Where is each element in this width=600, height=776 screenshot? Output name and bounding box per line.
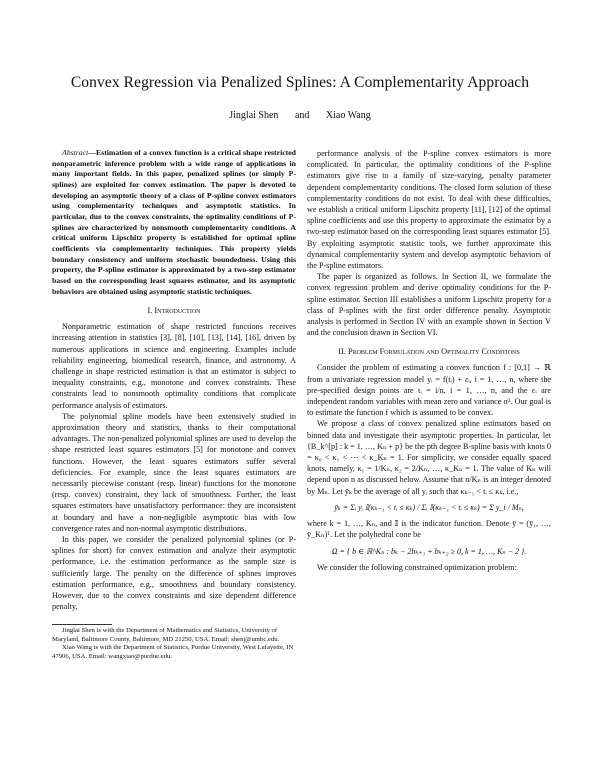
body-paragraph: The paper is organized as follows. In Section II, we formulate the convex regression problem and derive optimality conditions for the P-spline estimator. Section III establishes a uniform Lipschitz property for a class of P-splines with the first order difference penalty. Asymptotic analysis is performed in Section IV with an example shown in Section V and the conclusion drawn in Section VI. — [307, 272, 551, 338]
right-column — [307, 148, 551, 573]
intro-paragraph: The polynomial spline models have been extensively studied in approximation theory and statistics, thanks to their computational advantages. The non-penalized polynomial splines are used to develop the shape restricted least squares estimators [5] for monotone and convex functions. However, the least squares estimators suffer several deficiencies. For example, since the least squares estimators are necessarily piecewise constant (resp. linear) functions for the monotone (resp. convex) constraint, they lack of smoothness. Further, the least squares estimators have unsatisfactory performance: they are inconsistent at boundary and have a non-negligible asymptotic bias with low convergence rates and non-normal asymptotic distributions. — [52, 411, 296, 533]
intro-paragraph: In this paper, we consider the penalized polynomial splines (or P-splines for short) for convex estimation and analyze their asymptotic performance, i.e. the estimation performance as the sample size is sufficiently large. The penalty on the difference of splines improves estimation performance, e.g., smoothness and boundary consistency. However, due to the convex constraints and size dependent difference penalty, — [52, 535, 296, 612]
author-separator: and — [294, 110, 310, 121]
section-heading-problem-formulation: II. Problem Formulation and Optimality Conditions — [338, 347, 520, 357]
section-heading-introduction: I. Introduction — [147, 306, 201, 316]
body-paragraph: Consider the problem of estimating a convex function f : [0,1] → ℝ from a univariate regression model yᵢ = f(tᵢ) + εᵢ, i = 1, …, n, where the pre-specified design points are tᵢ = i/n, i = 1, …, n, and the εᵢ are independent random variables with mean zero and variance σ². Our goal is to estimate the function f which is assumed to be convex. — [307, 363, 551, 418]
author-2: Xiao Wang — [325, 110, 371, 121]
paper-title: Convex Regression via Penalized Splines: A Complementarity Approach — [70, 74, 530, 91]
left-column — [52, 148, 296, 661]
footnote-affiliation: Xiao Wang is with the Department of Statistics, Purdue University, West Lafayette, IN 47906, USA. Email: wangxiao@purdue.edu. — [52, 644, 294, 660]
abstract-text: Estimation of a convex function is a critical shape restricted nonparametric inference problem with a wide range of applications in many important fields. In this paper, penalized splines (or simply P-splines) are exploited for convex estimation. The paper is devoted to developing an asymptotic theory of a class of P-spline convex estimators using complementarity techniques and asymptotic statistics. In particular, due to the convex constraints, the optimality conditions of P-splines are characterized by nonsmooth complementarity conditions. A critical uniform Lipschitz property is established for optimal spline coefficients via complementarity techniques. This property yields boundary consistency and uniform stochastic boundedness. Using this property, the P-spline estimator is approximated by a two-step estimator based on the corresponding least squares estimator, and its asymptotic behaviors are obtained using asymptotic statistic techniques. — [52, 148, 296, 296]
footnote-divider — [52, 624, 112, 625]
author-line — [0, 110, 600, 121]
body-paragraph: performance analysis of the P-spline convex estimators is more complicated. In particular, the optimality conditions of the P-spline estimators give rise to a family of size-varying, penalty parameter dependent complementarity conditions. The closed form solution of these complementarity conditions do not exist. To deal with these difficulties, we establish a critical uniform Lipschitz property [11], [12] of the optimal spline coefficients and use this property to approximate the estimator by a two-step estimator based on the corresponding least squares estimator [5]. By exploiting asymptotic statistic tools, we further approximate this dynamical complementarity system and develop asymptotic behaviors of the P-spline estimators. — [307, 149, 551, 271]
equation-polyhedral-cone: Ω = { b ∈ ℝ^Kₙ : bₖ − 2bₖ₊₁ + bₖ₊₂ ≥ 0, k = 1, …, Kₙ − 2 }. — [331, 546, 527, 556]
abstract-lead: Abstract — [62, 148, 89, 157]
body-paragraph: where k = 1, …, Kₙ, and 𝕀 is the indicator function. Denote ȳ = (ȳ₁, …, ȳ_Kₙ)ᵀ. Let the polyhedral cone be — [307, 519, 551, 540]
equation-binned-average: ȳₖ = Σᵢ yᵢ 𝕀(κₖ₋₁ < tᵢ ≤ κₖ) / Σᵢ 𝕀(κₖ₋₁ < tᵢ ≤ κₖ) = Σ y_i / Mₙ, — [334, 502, 524, 512]
body-paragraph: We consider the following constrained optimization problem: — [317, 562, 517, 572]
body-paragraph: We propose a class of convex penalized spline estimators based on binned data and investigate their asymptotic properties. In particular, let {B_k^[p] : k = 1, …, Kₙ + p} be the pth degree B-spline basis with knots 0 = κ₀ < κ₁ < ⋯ < κ_Kₙ = 1. For simplicity, we consider equally spaced knots, namely, κ₁ = 1/Kₙ, κ₂ = 2/Kₙ, …, κ_Kₙ = 1. The value of Kₙ will depend upon n as discussed below. Assume that n/Kₙ is an integer denoted by Mₙ. Let ȳₖ be the average of all yᵢ such that κₖ₋₁ < tᵢ ≤ κₖ, i.e., — [307, 419, 551, 496]
intro-paragraph: Nonparametric estimation of shape restricted functions receives increasing attention in statistics [3], [8], [10], [13], [14], [16], driven by numerous applications in science and engineering. Examples include reliability engineering, biomedical research, finance, and astronomy. A challenge in shape restricted estimation is that an estimator is subject to inequality constraints, e.g., monotone and convex constraints. These constraints lead to nonsmooth optimality conditions that complicate performance analysis of estimators. — [52, 322, 296, 410]
footnote-affiliation: Jinglai Shen is with the Department of Mathematics and Statistics, University of Maryland, Baltimore County, Baltimore, MD 21250, USA. Email: shenj@umbc.edu. — [52, 627, 280, 643]
author-1: Jinglai Shen — [229, 110, 279, 121]
abstract: Abstract—Estimation of a convex function is a critical shape restricted nonparametric inference problem with a wide range of applications in many important fields. In this paper, penalized splines (or simply P-splines) are exploited for convex estimation. The paper is devoted to developing an asymptotic theory of a class of P-spline convex estimators using complementarity techniques and asymptotic statistics. In particular, due to the convex constraints, the optimality conditions of P-splines are characterized by nonsmooth complementarity conditions. A critical uniform Lipschitz property is established for optimal spline coefficients via complementarity techniques. This property yields boundary consistency and uniform stochastic boundedness. Using this property, the P-spline estimator is approximated by a two-step estimator based on the corresponding least squares estimator, and its asymptotic behaviors are obtained using asymptotic statistic techniques. — [52, 148, 296, 296]
